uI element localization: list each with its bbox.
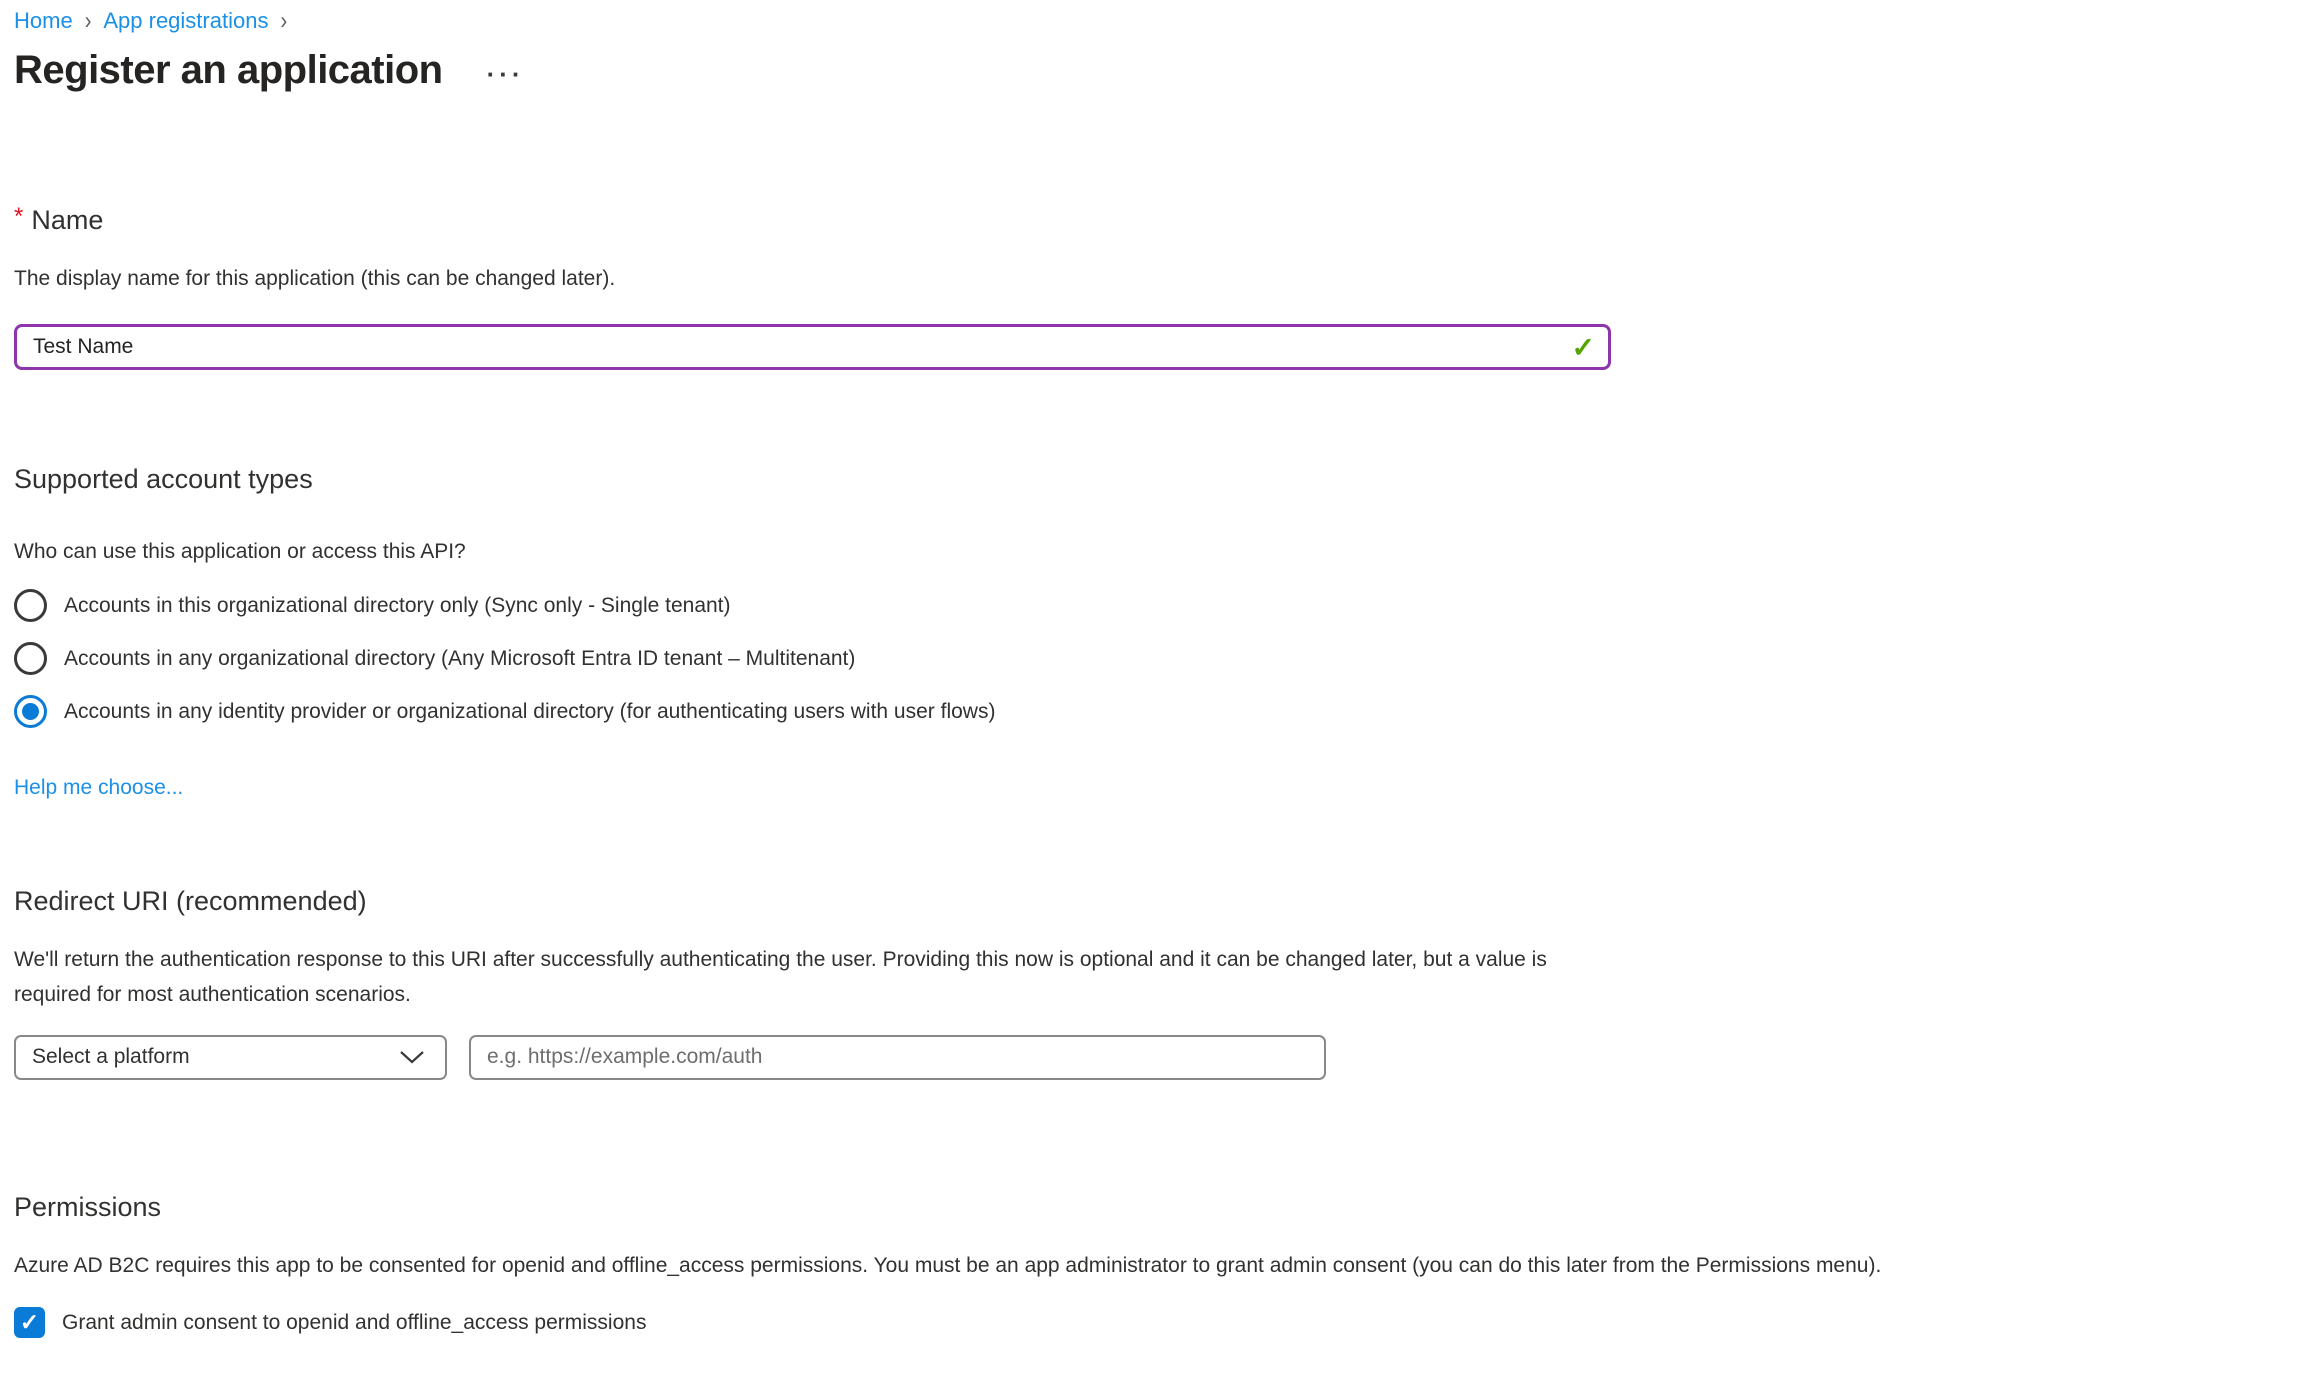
breadcrumb-home-link[interactable]: Home (14, 8, 73, 33)
radio-icon[interactable] (14, 589, 47, 622)
radio-option-label: Accounts in this organizational directory only (Sync only - Single tenant) (64, 593, 731, 617)
platform-select[interactable] (14, 1035, 447, 1080)
help-me-choose-link[interactable]: Help me choose... (14, 776, 184, 800)
redirect-uri-controls (14, 1035, 2321, 1080)
chevron-down-icon (397, 1048, 427, 1066)
supported-account-types-heading: Supported account types (14, 463, 313, 494)
radio-option-any-identity-provider[interactable] (14, 695, 2321, 728)
name-input[interactable] (14, 324, 1611, 370)
account-types-question: Who can use this application or access this API? (14, 539, 466, 563)
name-label-text: Name (31, 205, 104, 235)
radio-option-single-tenant[interactable] (14, 589, 2321, 622)
name-field-description: The display name for this application (this can be changed later). (14, 267, 616, 290)
breadcrumb-app-registrations-link[interactable]: App registrations (103, 8, 269, 33)
radio-icon[interactable] (14, 695, 47, 728)
radio-icon[interactable] (14, 642, 47, 675)
radio-option-label: Accounts in any organizational directory (Any Microsoft Entra ID tenant – Multitenant) (64, 646, 856, 670)
radio-option-label: Accounts in any identity provider or organizational directory (for authenticating users with user flows) (64, 699, 996, 723)
title-row (14, 48, 2321, 93)
more-options-icon[interactable]: ··· (486, 59, 525, 89)
redirect-uri-heading: Redirect URI (recommended) (14, 886, 367, 917)
name-input-wrap (14, 324, 1611, 370)
check-glyph: ✓ (19, 1309, 40, 1336)
permissions-heading: Permissions (14, 1191, 162, 1222)
page-title: Register an application (14, 48, 443, 92)
required-asterisk: * (14, 203, 24, 230)
platform-select-value: Select a platform (32, 1045, 190, 1069)
checkbox-icon[interactable] (14, 1307, 45, 1338)
breadcrumb (14, 8, 2321, 34)
radio-option-multitenant[interactable] (14, 642, 2321, 675)
valid-check-icon: ✓ (1571, 331, 1595, 363)
redirect-uri-input[interactable] (469, 1035, 1326, 1080)
permissions-description: Azure AD B2C requires this app to be consented for openid and offline_access permissions. You must be an app administrator to grant admin consent (you can do this later from the Permissions menu). (14, 1253, 1882, 1277)
grant-admin-consent-label: Grant admin consent to openid and offline_access permissions (62, 1310, 647, 1334)
breadcrumb-separator-icon: › (280, 6, 288, 35)
name-field-label (14, 205, 2321, 236)
redirect-uri-description: We'll return the authentication response to this URI after successfully authenticating the user. Providing this now is optional and it can be changed later, but a value is required for most authentication scenarios. (14, 948, 1547, 1006)
breadcrumb-separator-icon: › (84, 6, 92, 35)
grant-admin-consent-row[interactable] (14, 1307, 2321, 1338)
